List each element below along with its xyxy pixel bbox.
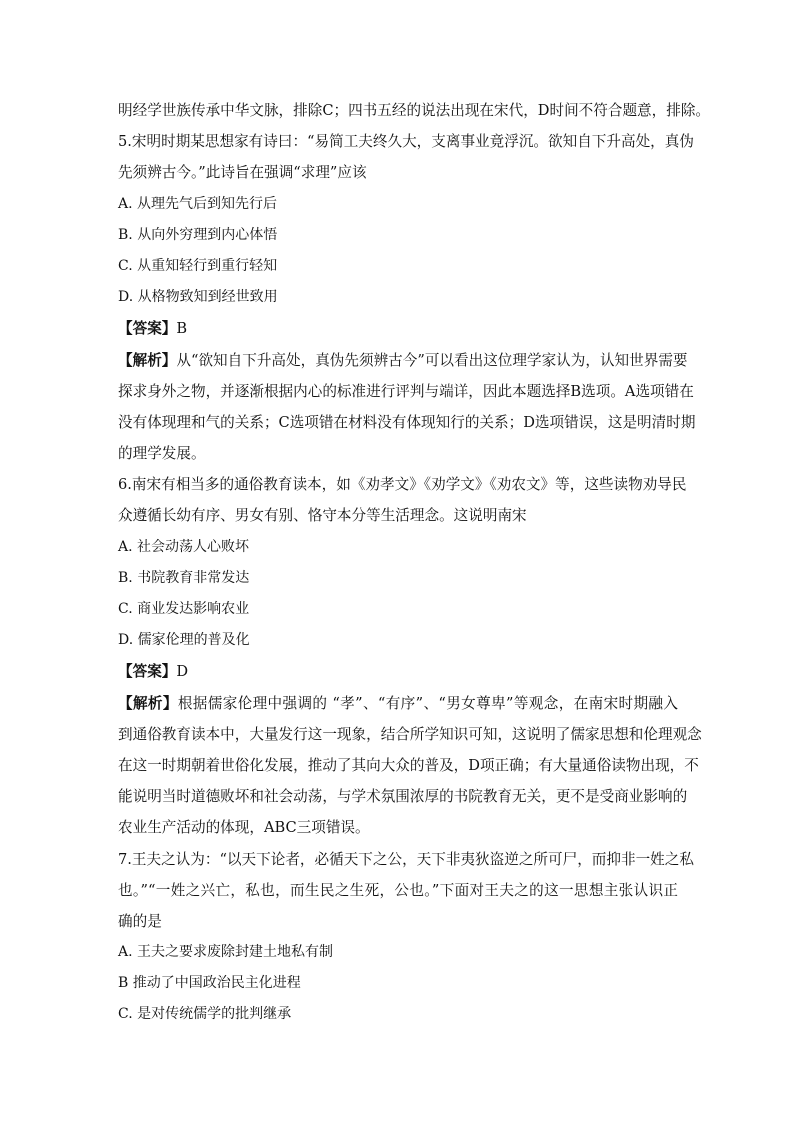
answer-line bbox=[118, 656, 678, 687]
option-line: A. 从理先气后到知先行后 bbox=[118, 195, 278, 212]
section-text: D bbox=[176, 663, 189, 681]
text-line: 的理学发展。 bbox=[118, 445, 206, 463]
analysis-line bbox=[118, 688, 678, 719]
text-line: 没有体现理和气的关系；C选项错在材料没有体现知行的关系；D选项错误，这是明清时期 bbox=[118, 413, 696, 431]
text-line: 7.王夫之认为：“以天下论者，必循天下之公，天下非夷狄盗逆之所可尸，而抑非一姓之私 bbox=[118, 850, 694, 868]
option-line: C. 是对传统儒学的批判继承 bbox=[118, 1006, 292, 1023]
option-line: D. 儒家伦理的普及化 bbox=[118, 632, 250, 649]
option-line: D. 从格物致知到经世致用 bbox=[118, 289, 278, 306]
section-tag: 【解析】 bbox=[118, 694, 178, 712]
option-line: B. 从向外穷理到内心体悟 bbox=[118, 226, 278, 243]
text-line: 明经学世族传承中华文脉，排除C；四书五经的说法出现在宋代，D时间不符合题意，排除。 bbox=[118, 102, 711, 119]
text-line: 也。”“一姓之兴亡，私也，而生民之生死，公也。”下面对王夫之的这一思想主张认识正 bbox=[118, 881, 678, 899]
option-line: C. 商业发达影响农业 bbox=[118, 601, 250, 617]
analysis-line bbox=[118, 345, 688, 376]
option-line: B 推动了中国政治民主化进程 bbox=[118, 975, 301, 992]
option-line: A. 社会动荡人心败坏 bbox=[118, 538, 250, 555]
section-text: B bbox=[176, 320, 188, 338]
text-line: 探求身外之物，并逐渐根据内心的标准进行评判与端详，因此本题选择B选项。A选项错在 bbox=[118, 382, 694, 400]
document-page bbox=[118, 95, 711, 1031]
section-tag: 【答案】 bbox=[118, 663, 177, 681]
option-line: A. 王夫之要求废除封建土地私有制 bbox=[118, 944, 334, 961]
answer-line bbox=[118, 313, 678, 344]
section-text: 从“欲知自下升高处，真伪先须辨古今”可以看出这位理学家认为，认知世界需要 bbox=[176, 351, 688, 369]
text-line: 能说明当时道德败坏和社会动荡，与学术氛围浓厚的书院教育无关，更不是受商业影响的 bbox=[118, 788, 688, 806]
text-line: 到通俗教育读本中，大量发行这一现象，结合所学知识可知，这说明了儒家思想和伦理观念 bbox=[118, 725, 702, 743]
text-line: 在这一时期朝着世俗化发展，推动了其向大众的普及，D项正确；有大量通俗读物出现，不 bbox=[118, 756, 699, 774]
section-text: 根据儒家伦理中强调的 “孝”、“有序”、“男女尊卑”等观念，在南宋时期融入 bbox=[177, 694, 678, 712]
text-line: 农业生产活动的体现，ABC三项错误。 bbox=[118, 819, 370, 837]
text-line: 确的是 bbox=[118, 912, 162, 930]
option-line: B. 书院教育非常发达 bbox=[118, 569, 250, 586]
section-tag: 【解析】 bbox=[118, 351, 177, 369]
text-line: 5.宋明时期某思想家有诗曰：“易简工夫终久大，支离事业竟浮沉。欲知自下升高处，真伪 bbox=[118, 133, 694, 151]
section-tag: 【答案】 bbox=[118, 320, 177, 338]
text-line: 众遵循长幼有序、男女有别、恪守本分等生活理念。这说明南宋 bbox=[118, 507, 527, 525]
text-line: 先须辨古今。”此诗旨在强调“求理”应该 bbox=[118, 164, 367, 182]
text-line: 6.南宋有相当多的通俗教育读本，如《劝孝文》《劝学文》《劝农文》等，这些读物劝导民 bbox=[118, 476, 687, 494]
option-line: C. 从重知轻行到重行轻知 bbox=[118, 257, 278, 274]
